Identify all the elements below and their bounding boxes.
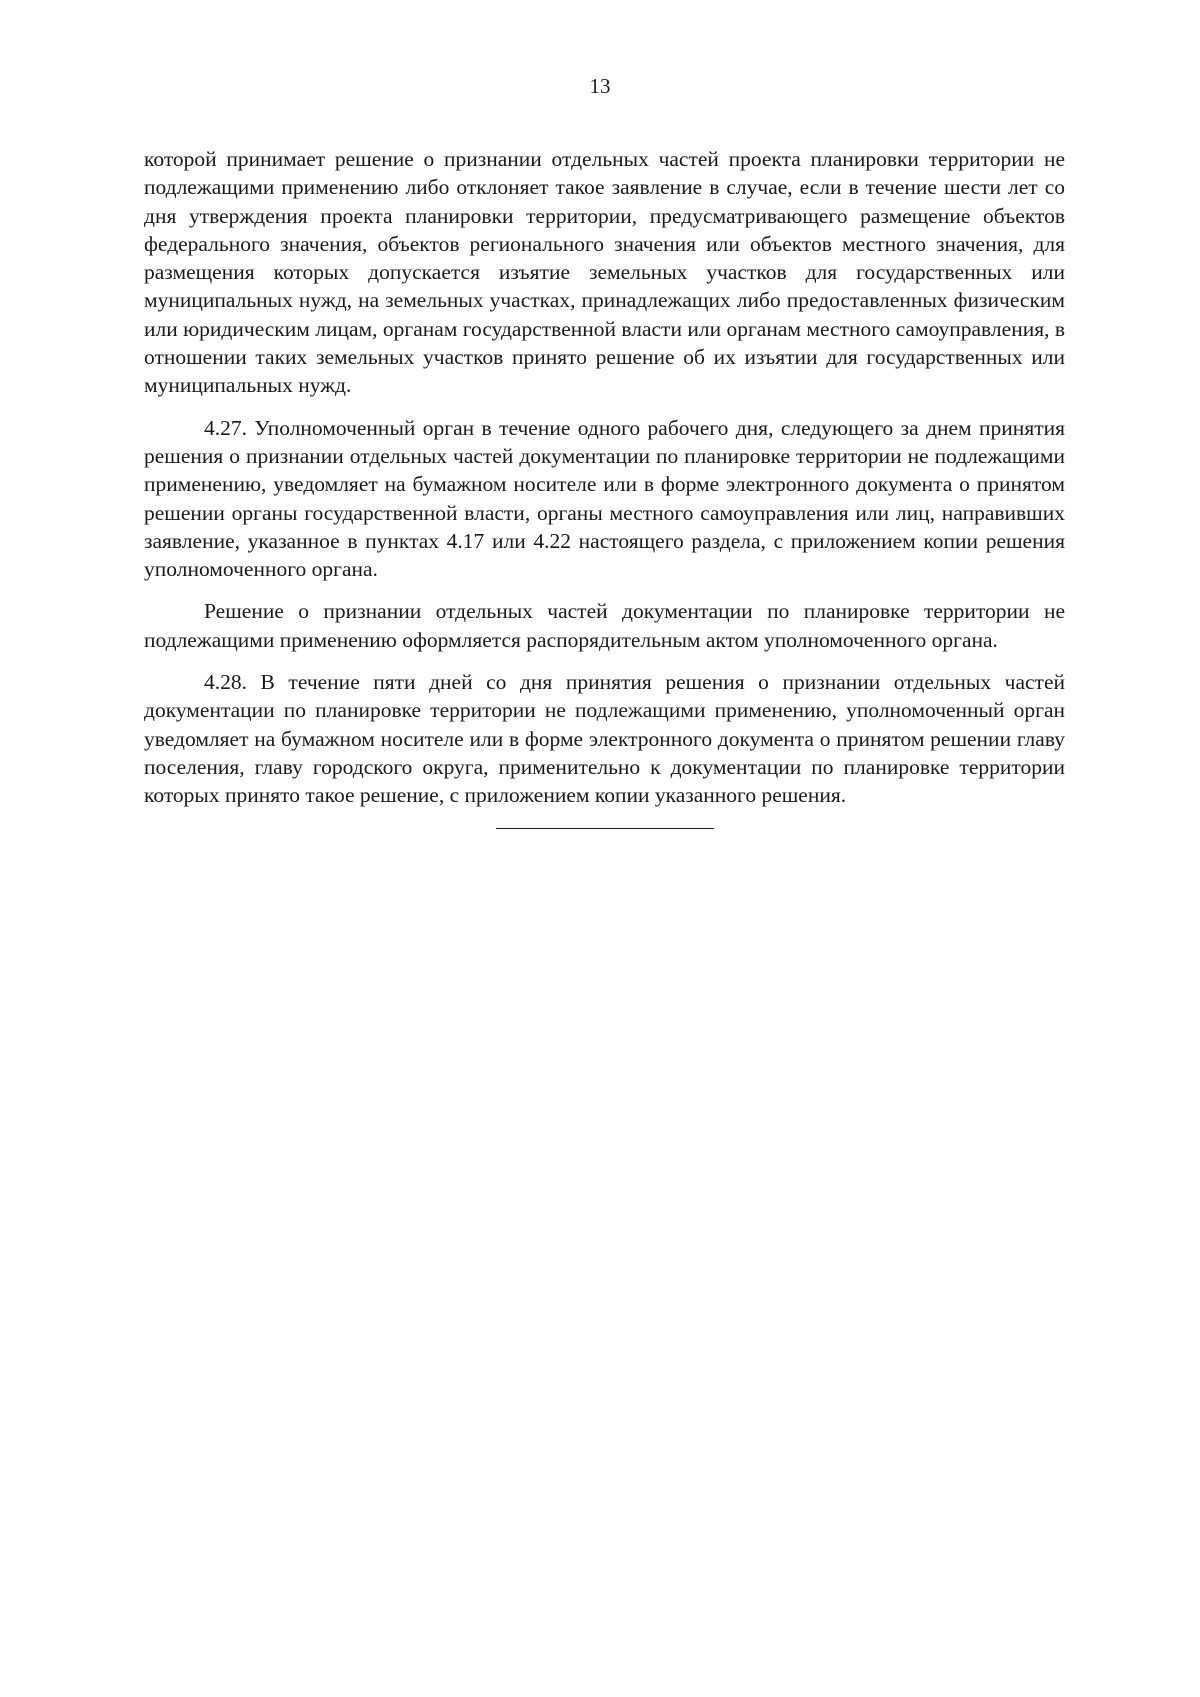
document-body (144, 145, 1065, 824)
end-of-document-rule (496, 828, 714, 829)
paragraph-decision-form: Решение о признании отдельных частей документации по планировке территории не подлежащими применению оформляется распорядительным актом уполномоченного органа. (144, 599, 1065, 652)
paragraph-continuation: которой принимает решение о признании отдельных частей проекта планировки территории не подлежащими применению либо отклоняет такое заявление в случае, если в течение шести лет со дня утверждения проекта планировки территории, предусматривающего размещение объектов федерального значения, объектов регионального значения или объектов местного значения, для размещения которых допускается изъятие земельных участков для государственных или муниципальных нужд, на земельных участках, принадлежащих либо предоставленных физическим или юридическим лицам, органам государственной власти или органам местного самоуправления, в отношении таких земельных участков принято решение об их изъятии для государственных или муниципальных нужд. (144, 147, 1066, 398)
paragraph-item-4-27: 4.27. Уполномоченный орган в течение одного рабочего дня, следующего за днем принятия решения о признании отдельных частей документации по планировке территории не подлежащими применению, уведомляет на бумажном носителе или в форме электронного документа о принятом решении органы государственной власти, органы местного самоуправления или лиц, направивших заявление, указанное в пунктах 4.17 или 4.22 настоящего раздела, с приложением копии решения уполномоченного органа. (144, 415, 1065, 582)
paragraph-item-4-28: 4.28. В течение пяти дней со дня принятия решения о признании отдельных частей документации по планировке территории не подлежащими применению, уполномоченный орган уведомляет на бумажном носителе или в форме электронного документа о принятом решении главу поселения, главу городского округа, применительно к документации по планировке территории которых принято такое решение, с приложением копии указанного решения. (144, 670, 1065, 808)
page-number: 13 (589, 74, 611, 98)
